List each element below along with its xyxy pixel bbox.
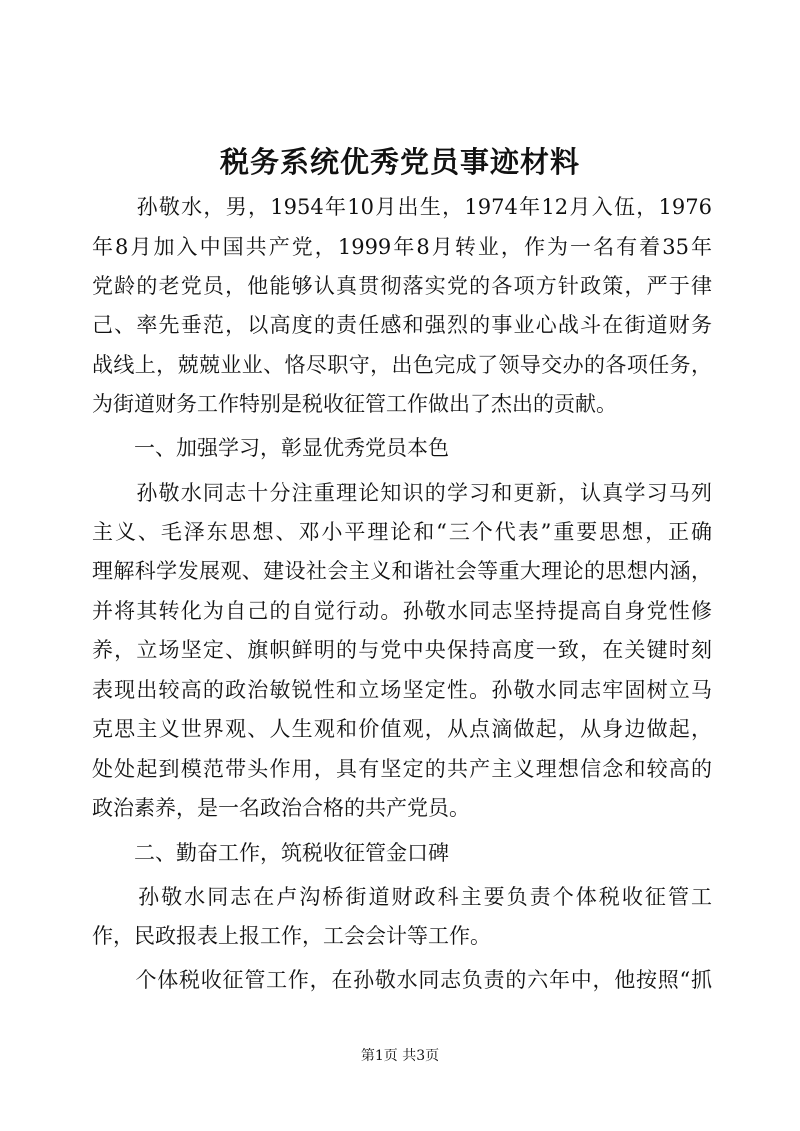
document-title: 税务系统优秀党员事迹材料 bbox=[219, 145, 580, 179]
section-heading: 一、加强学习，彰显优秀党员本色 bbox=[92, 436, 449, 460]
body-line: 克思主义世界观、人生观和价值观，从点滴做起，从身边做起， bbox=[92, 717, 712, 741]
body-line: 孙敬水，男，1954年10月出生，1974年12月入伍，1976 bbox=[92, 195, 712, 219]
body-line: 年8月加入中国共产党，1999年8月转业，作为一名有着35年 bbox=[92, 235, 712, 259]
body-line: 表现出较高的政治敏锐性和立场坚定性。孙敬水同志牢固树立马 bbox=[92, 678, 712, 702]
body-line: 处处起到模范带头作用，具有坚定的共产主义理想信念和较高的 bbox=[92, 757, 712, 781]
body-line: 己、率先垂范，以高度的责任感和强烈的事业心战斗在街道财务 bbox=[92, 313, 712, 337]
body-line: 并将其转化为自己的自觉行动。孙敬水同志坚持提高自身党性修 bbox=[92, 599, 712, 623]
body-line: 个体税收征管工作，在孙敬水同志负责的六年中，他按照“抓 bbox=[92, 968, 712, 992]
section-heading: 二、勤奋工作，筑税收征管金口碑 bbox=[92, 841, 449, 865]
body-line: 党龄的老党员，他能够认真贯彻落实党的各项方针政策，严于律 bbox=[92, 274, 712, 298]
body-line: 理解科学发展观、建设社会主义和谐社会等重大理论的思想内涵， bbox=[92, 559, 712, 583]
page-footer: 第1页 共3页 bbox=[360, 1048, 440, 1064]
body-line: 作，民政报表上报工作，工会会计等工作。 bbox=[92, 924, 491, 948]
body-line: 孙敬水同志在卢沟桥街道财政科主要负责个体税收征管工 bbox=[92, 885, 712, 909]
body-line: 孙敬水同志十分注重理论知识的学习和更新，认真学习马列 bbox=[92, 481, 712, 505]
body-line: 养，立场坚定、旗帜鲜明的与党中央保持高度一致，在关键时刻 bbox=[92, 638, 712, 662]
body-line: 战线上，兢兢业业、恪尽职守，出色完成了领导交办的各项任务， bbox=[92, 353, 712, 377]
body-line: 政治素养，是一名政治合格的共产党员。 bbox=[92, 796, 470, 820]
body-line: 主义、毛泽东思想、邓小平理论和“三个代表”重要思想，正确 bbox=[92, 520, 712, 544]
body-line: 为街道财务工作特别是税收征管工作做出了杰出的贡献。 bbox=[92, 392, 617, 416]
